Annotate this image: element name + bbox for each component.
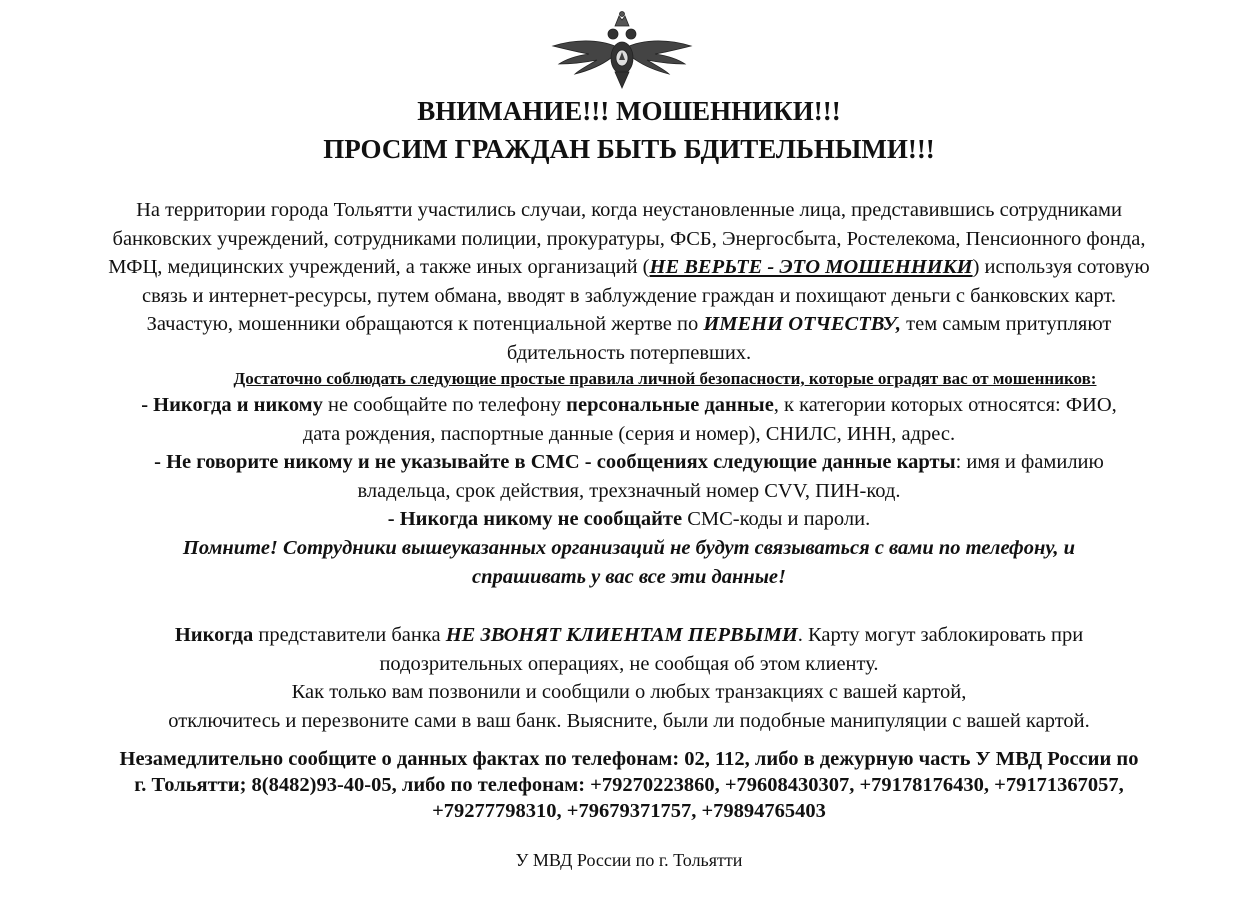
bank-line bbox=[10, 621, 1248, 650]
name-patronymic-emphasis: ИМЕНИ ОТЧЕСТВУ, bbox=[703, 313, 902, 335]
intro-text: Зачастую, мошенники обращаются к потенциальной жертве по bbox=[146, 313, 704, 335]
intro-line: На территории города Тольятти участились случаи, когда неустановленные лица, представившись сотрудниками bbox=[136, 199, 1122, 221]
rule-text: , к категории которых относятся: ФИО, bbox=[773, 394, 1117, 416]
bank-text: . Карту могут заблокировать при bbox=[797, 624, 1084, 646]
rule-text: СМС-коды и пароли. bbox=[682, 508, 871, 530]
remember-note bbox=[10, 534, 1248, 591]
bank-emphasis: НЕ ЗВОНЯТ КЛИЕНТАМ ПЕРВЫМИ bbox=[445, 624, 798, 646]
bank-line: подозрительных операциях, не сообщая об этом клиенту. bbox=[379, 652, 879, 675]
fraud-warning-emphasis: НЕ ВЕРЬТЕ - ЭТО МОШЕННИКИ bbox=[649, 256, 973, 278]
report-contacts bbox=[10, 746, 1248, 824]
rule-bold: - Никогда и никому bbox=[141, 394, 323, 416]
report-line: г. Тольятти; 8(8482)93-40-05, либо по телефонам: +79270223860, +79608430307, +79178176430, +79171367057, bbox=[134, 774, 1124, 796]
bank-bold: Никогда bbox=[174, 624, 254, 646]
intro-paragraph bbox=[10, 196, 1248, 367]
title-warning: ВНИМАНИЕ!!! МОШЕННИКИ!!! bbox=[417, 96, 841, 126]
intro-line: банковских учреждений, сотрудниками полиции, прокуратуры, ФСБ, Энергосбыта, Ростелекома, Пенсионного фонда, bbox=[112, 227, 1146, 250]
report-line: +79277798310, +79679371757, +79894765403 bbox=[432, 800, 826, 822]
bank-paragraph bbox=[10, 621, 1248, 735]
rule-text: не сообщайте по телефону bbox=[322, 394, 567, 416]
intro-text: ) используя сотовую bbox=[972, 256, 1150, 278]
remember-line: спрашивать у вас все эти данные! bbox=[471, 565, 787, 588]
report-line: Незамедлительно сообщите о данных фактах по телефонам: 02, 112, либо в дежурную часть У МВД России по bbox=[119, 748, 1139, 770]
intro-text: МФЦ, медицинских учреждений, а также иных организаций ( bbox=[108, 256, 650, 278]
rule-bold: - Не говорите никому и не указывайте в СМС - сообщениях следующие данные карты bbox=[154, 451, 956, 473]
double-headed-eagle-emblem-icon bbox=[549, 10, 695, 90]
intro-line bbox=[10, 310, 1248, 339]
rule-item: дата рождения, паспортные данные (серия и номер), СНИЛС, ИНН, адрес. bbox=[302, 422, 956, 445]
bank-text: представители банка bbox=[253, 624, 446, 646]
rule-text: : имя и фамилию bbox=[955, 451, 1104, 473]
rules-list bbox=[10, 391, 1248, 534]
intro-line bbox=[10, 253, 1248, 282]
rule-item bbox=[10, 505, 1248, 534]
remember-line: Помните! Сотрудники вышеуказанных организаций не будут связываться с вами по телефону, и bbox=[182, 537, 1076, 559]
rule-item bbox=[10, 448, 1248, 477]
intro-text: тем самым притупляют bbox=[901, 313, 1112, 335]
intro-line: связь и интернет-ресурсы, путем обмана, вводят в заблуждение граждан и похищают деньги с банковских карт. bbox=[141, 284, 1116, 307]
title-vigilance: ПРОСИМ ГРАЖДАН БЫТЬ БДИТЕЛЬНЫМИ!!! bbox=[323, 134, 935, 164]
rule-bold: персональные данные bbox=[566, 394, 774, 416]
bank-line: отключитесь и перезвоните сами в ваш банк. Выясните, были ли подобные манипуляции с вашей картой. bbox=[168, 709, 1090, 732]
rule-bold: - Никогда никому не сообщайте bbox=[387, 508, 683, 530]
rules-heading: Достаточно соблюдать следующие простые правила личной безопасности, которые оградят вас от мошенников: bbox=[233, 369, 1097, 388]
signature: У МВД России по г. Тольятти bbox=[515, 850, 743, 870]
rule-item bbox=[10, 391, 1248, 420]
rule-item: владельца, срок действия, трехзначный номер CVV, ПИН-код. bbox=[357, 479, 901, 502]
bank-line: Как только вам позвонили и сообщили о любых транзакциях с вашей картой, bbox=[291, 681, 967, 703]
intro-line: бдительность потерпевших. bbox=[506, 341, 752, 364]
